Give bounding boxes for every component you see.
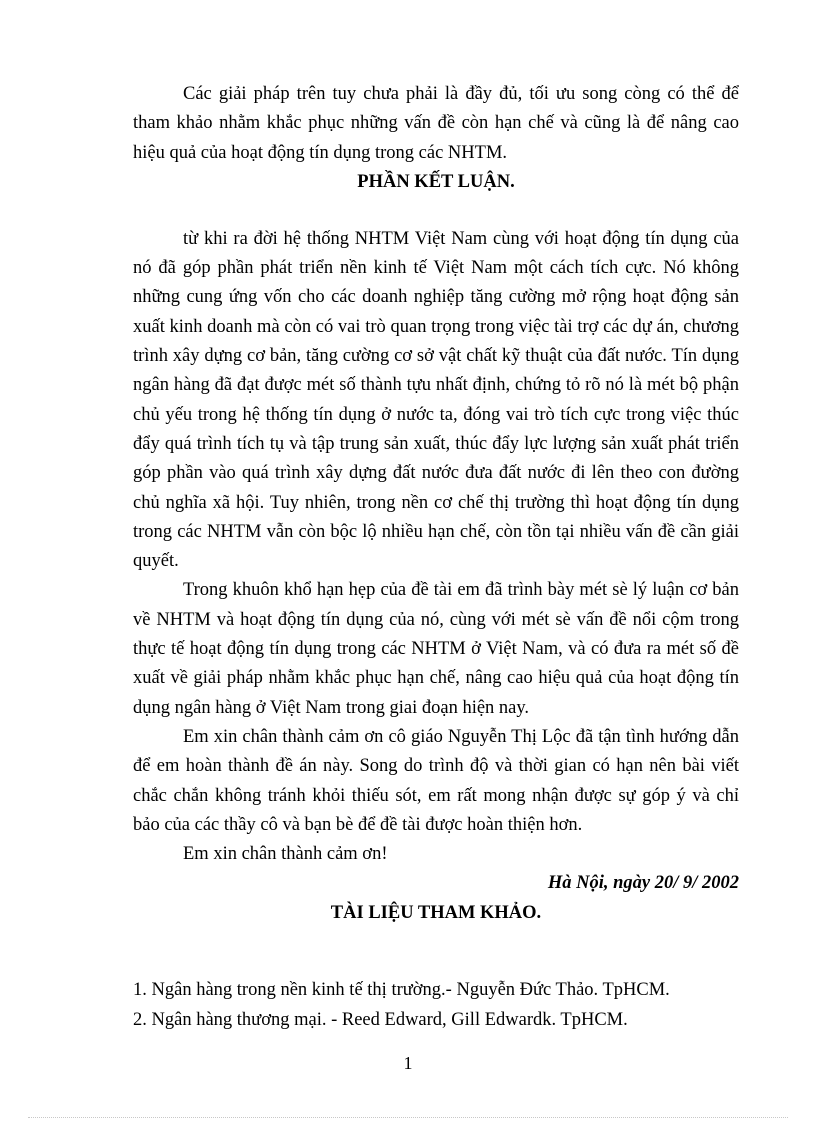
references-list [133, 976, 739, 1035]
intro-paragraph: Các giải pháp trên tuy chưa phải là đầy đủ, tối ưu song còng có thể để tham khảo nhằm khắc phục những vấn đề còn hạn chế và cũng là để nâng cao hiệu quả của hoạt động tín dụng trong các NHTM. [133, 84, 739, 163]
conclusion-paragraph-2: Trong khuôn khổ hạn hẹp của đề tài em đã trình bày mét sè lý luận cơ bản về NHTM và hoạt động tín dụng của nó, cùng với mét sè vấn đề nổi cộm trong thực tế hoạt động tín dụng trong các NHTM ở Việt Nam, và có đưa ra mét số đề xuất về giải pháp nhằm khắc phục hạn chế, nâng cao hiệu quả của hoạt động tín dụng ngân hàng ở Việt Nam trong giai đoạn hiện nay. [133, 580, 739, 718]
reference-item: 2. Ngân hàng thương mại. - Reed Edward, Gill Edwardk. TpHCM. [133, 1009, 628, 1030]
page-bottom-divider [28, 1117, 788, 1118]
conclusion-heading: PHẦN KẾT LUẬN. [357, 171, 515, 192]
conclusion-paragraph-3: Em xin chân thành cảm ơn cô giáo Nguyễn Thị Lộc đã tận tình hướng dẫn để em hoàn thành đề án này. Song do trình độ và thời gian có hạn nên bài viết chắc chắn không tránh khỏi thiếu sót, em rất mong nhận được sự góp ý và chỉ bảo của các thầy cô và bạn bè để đề tài được hoàn thiện hơn. [133, 726, 739, 835]
thanks-line: Em xin chân thành cảm ơn! [183, 844, 388, 865]
place-date-signoff: Hà Nội, ngày 20/ 9/ 2002 [547, 873, 739, 894]
reference-item: 1. Ngân hàng trong nền kinh tế thị trường.- Nguyễn Đức Thảo. TpHCM. [133, 980, 670, 1001]
references-heading: TÀI LIỆU THAM KHẢO. [330, 903, 542, 924]
document-page [133, 80, 739, 1035]
conclusion-paragraph-1: từ khi ra đời hệ thống NHTM Việt Nam cùng với hoạt động tín dụng của nó đã góp phần phát triển nền kinh tế Việt Nam một cách tích cực. Nó không những cung ứng vốn cho các doanh nghiệp tăng cường mở rộng hoạt động sản xuất kinh doanh mà còn có vai trò quan trọng trong việc tài trợ các dự án, chương trình xây dựng cơ bản, tăng cường cơ sở vật chất kỹ thuật của đất nước. Tín dụng ngân hàng đã đạt được mét số thành tựu nhất định, chứng tỏ rõ nó là mét bộ phận chủ yếu trong hệ thống tín dụng ở nước ta, đóng vai trò tích cực trong việc thúc đẩy quá trình tích tụ và tập trung sản xuất, thúc đẩy lực lượng sản xuất phát triển góp phần vào quá trình xây dựng đất nước đưa đất nước đi lên theo con đường chủ nghĩa xã hội. Tuy nhiên, trong nền cơ chế thị trường thì hoạt động tín dụng trong các NHTM vẫn còn bộc lộ nhiều hạn chế, còn tồn tại nhiều vấn đề cần giải quyết. [133, 228, 739, 572]
page-number: 1 [403, 1053, 413, 1073]
